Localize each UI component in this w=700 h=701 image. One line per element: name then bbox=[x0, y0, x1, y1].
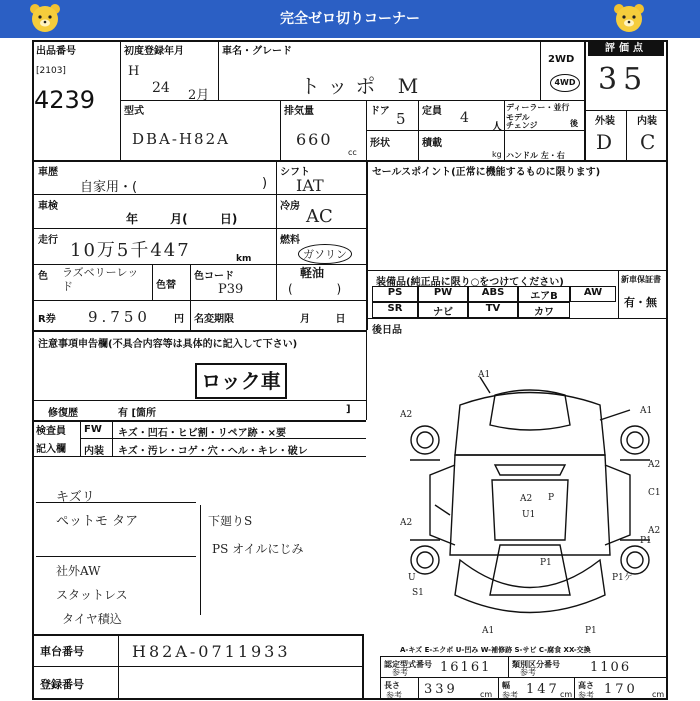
cert-ref: 参考 bbox=[392, 668, 408, 677]
model-label: 型式 bbox=[124, 106, 144, 117]
inspector-row-1: キズ・凹石・ヒビ割・リペア跡・×要 bbox=[118, 428, 286, 439]
inspection-value: 年 月( 日) bbox=[126, 212, 238, 226]
model-change-label: モデル チェンジ bbox=[506, 113, 538, 130]
dealer-label: ディーラー・並行 bbox=[506, 103, 570, 112]
equip-ps: PS bbox=[372, 286, 418, 302]
ac-value: AC bbox=[306, 206, 333, 227]
recycle-value: 9.750 bbox=[88, 308, 151, 326]
inspector-interior: 内装 bbox=[84, 446, 104, 457]
class-value: 1106 bbox=[590, 660, 632, 675]
fuel-diesel: 軽油 bbox=[300, 266, 325, 280]
equipment-grid bbox=[372, 286, 616, 318]
sales-label: セールスポイント(正常に機能するものに限ります) bbox=[372, 167, 601, 178]
car-diagram bbox=[400, 365, 665, 635]
color-value: ラズベリーレッド bbox=[62, 266, 139, 293]
drive-2wd-label: 2WD bbox=[548, 54, 575, 65]
warranty-label: 新車保証書 bbox=[621, 275, 661, 284]
reg-label: 登録番号 bbox=[40, 678, 84, 691]
doors-label: ドア bbox=[370, 106, 390, 117]
fuel-paren: ( ) bbox=[288, 282, 342, 296]
mark-p1-rear: P1 bbox=[540, 558, 552, 568]
inspector-block bbox=[32, 420, 366, 456]
post-install-label: 後日品 bbox=[372, 325, 402, 336]
repair-close: ] bbox=[346, 404, 351, 415]
capacity-value: 4 bbox=[460, 110, 469, 126]
width-value: 147 bbox=[526, 682, 560, 697]
equip-sr: SR bbox=[372, 302, 418, 318]
repair-label: 修復歴 bbox=[48, 408, 78, 419]
interior-label: 内装 bbox=[637, 116, 657, 127]
equip-airbag: エアB bbox=[518, 286, 570, 302]
history-value: 自家用・( bbox=[80, 180, 138, 195]
width-ref: 参考 bbox=[502, 691, 518, 700]
lot-label: 出品番号 bbox=[36, 46, 76, 57]
inspector-row-2: キズ・汚レ・コゲ・穴・ヘル・キレ・破レ bbox=[118, 446, 308, 457]
notes-label: 注意事項申告欄(不具合内容等は具体的に記入して下さい) bbox=[38, 339, 298, 350]
lot-sub: [2103] bbox=[36, 66, 66, 76]
mark-p1-bottom: P1 bbox=[585, 626, 597, 635]
history-label: 車歴 bbox=[38, 167, 58, 178]
history-close: ) bbox=[262, 176, 268, 191]
mark-a1-right: A1 bbox=[640, 406, 653, 416]
fuel-label: 燃料 bbox=[280, 235, 300, 246]
length-label: 長さ bbox=[384, 681, 400, 690]
cert-value: 16161 bbox=[440, 660, 492, 675]
load-label: 積載 bbox=[422, 138, 442, 149]
cert-label: 認定型式番号 bbox=[384, 660, 432, 669]
bear-mascot-icon-right bbox=[612, 2, 646, 36]
interior-value: C bbox=[640, 130, 656, 154]
inspector-label-2: 記入欄 bbox=[36, 444, 66, 455]
first-reg-month: 2月 bbox=[188, 88, 210, 103]
mark-a2-right: A2 bbox=[648, 460, 661, 470]
capacity-unit: 人 bbox=[492, 122, 502, 133]
bear-mascot-icon-left bbox=[28, 2, 62, 36]
first-reg-year: 24 bbox=[152, 80, 170, 96]
equip-abs: ABS bbox=[468, 286, 518, 302]
equipment-label: 装備品(純正品に限り○をつけてください) bbox=[376, 277, 564, 288]
doors-value: 5 bbox=[396, 110, 406, 128]
mark-a2-right-lower: A2 bbox=[648, 526, 661, 536]
shift-value: IAT bbox=[296, 176, 324, 195]
mark-p1ge: P1ゲ bbox=[612, 573, 633, 583]
name-change-label: 名変期限 bbox=[194, 314, 234, 325]
height-ref: 参考 bbox=[578, 691, 594, 700]
capacity-label: 定員 bbox=[422, 106, 442, 117]
remark-2: ペットモ タア bbox=[56, 514, 139, 529]
remark-3: 下廻りS bbox=[208, 514, 253, 528]
mark-a2-left-lower: A2 bbox=[400, 518, 413, 528]
class-ref: 参考 bbox=[520, 668, 536, 677]
mileage-value: 10万5千447 bbox=[70, 240, 191, 261]
displacement-value: 660 bbox=[296, 130, 333, 149]
mark-a1-rear: A1 bbox=[482, 626, 495, 635]
first-reg-label: 初度登録年月 bbox=[124, 46, 184, 57]
mark-p1-right: P1 bbox=[640, 536, 652, 546]
remark-7: タイヤ積込 bbox=[62, 612, 122, 626]
exterior-label: 外装 bbox=[595, 116, 615, 127]
fuel-value: ガソリン bbox=[298, 244, 352, 264]
score-label: 評価点 bbox=[588, 42, 664, 56]
length-unit: cm bbox=[480, 690, 493, 699]
recycle-label: R券 bbox=[38, 314, 56, 325]
color-code-value: P39 bbox=[218, 282, 244, 297]
mark-s1: S1 bbox=[412, 588, 424, 598]
name-change-value: 月 日 bbox=[300, 314, 346, 325]
mark-a2-center: A2 bbox=[520, 494, 533, 504]
score-value: 35 bbox=[598, 62, 649, 97]
name-label: 車名・グレード bbox=[222, 46, 292, 57]
mark-p: P bbox=[548, 493, 555, 503]
chassis-label: 車台番号 bbox=[40, 645, 84, 658]
color-label: 色 bbox=[38, 271, 48, 282]
color-code-label: 色コード bbox=[194, 271, 234, 282]
drive-4wd-label: 4WD bbox=[550, 74, 580, 92]
mark-a2-left: A2 bbox=[400, 410, 413, 420]
inspector-fw: FW bbox=[84, 424, 102, 435]
length-ref: 参考 bbox=[386, 691, 402, 700]
lot-number: 4239 bbox=[34, 86, 96, 114]
remark-4: PS オイルにじみ bbox=[212, 542, 304, 556]
lock-stamp: ロック車 bbox=[195, 363, 287, 399]
color-change-label: 色替 bbox=[156, 280, 176, 291]
equip-tv: TV bbox=[468, 302, 518, 318]
displacement-unit: cc bbox=[348, 148, 357, 157]
inspector-label-1: 検査員 bbox=[36, 426, 66, 437]
class-label: 類別区分番号 bbox=[512, 660, 560, 669]
equip-pw: PW bbox=[418, 286, 468, 302]
mark-c1: C1 bbox=[648, 488, 661, 498]
width-unit: cm bbox=[560, 690, 573, 699]
displacement-label: 排気量 bbox=[284, 106, 314, 117]
inspection-label: 車検 bbox=[38, 201, 58, 212]
shape-label: 形状 bbox=[370, 138, 390, 149]
equip-leather: カワ bbox=[518, 302, 570, 318]
height-label: 高さ bbox=[578, 681, 594, 690]
remark-1: キズリ bbox=[56, 490, 95, 505]
recycle-unit: 円 bbox=[174, 314, 184, 325]
load-unit: kg bbox=[492, 150, 502, 159]
repair-value: 有 [箇所 bbox=[118, 408, 157, 419]
mileage-unit: km bbox=[236, 254, 252, 264]
handle-label: ハンドル 左・右 bbox=[506, 151, 565, 160]
equip-aw: AW bbox=[570, 286, 616, 302]
equip-navi: ナビ bbox=[418, 302, 468, 318]
model-change-after: 後 bbox=[570, 119, 578, 128]
model-value: DBA-H82A bbox=[132, 130, 230, 148]
exterior-value: D bbox=[596, 130, 613, 154]
name-value: トッポ M bbox=[300, 74, 427, 98]
damage-legend: A-キズ E-エクボ U-凹み W-補修跡 S-サビ C-腐食 XX-交換 bbox=[400, 646, 591, 654]
mileage-label: 走行 bbox=[38, 235, 58, 246]
mark-a1-top: A1 bbox=[478, 370, 491, 380]
mark-u1: U1 bbox=[522, 510, 536, 520]
shift-label: シフト bbox=[280, 167, 310, 178]
height-value: 170 bbox=[604, 682, 638, 697]
first-reg-era: H bbox=[128, 64, 140, 79]
length-value: 339 bbox=[424, 682, 458, 697]
remark-6: スタットレス bbox=[56, 588, 128, 602]
chassis-value: H82A-0711933 bbox=[132, 642, 291, 661]
banner-title: 完全ゼロ切りコーナー bbox=[280, 11, 420, 27]
ac-label: 冷房 bbox=[280, 201, 300, 212]
remark-5: 社外AW bbox=[56, 564, 101, 578]
mark-u: U bbox=[408, 573, 416, 583]
height-unit: cm bbox=[652, 690, 665, 699]
width-label: 幅 bbox=[502, 681, 510, 690]
warranty-value: 有・無 bbox=[624, 296, 657, 309]
